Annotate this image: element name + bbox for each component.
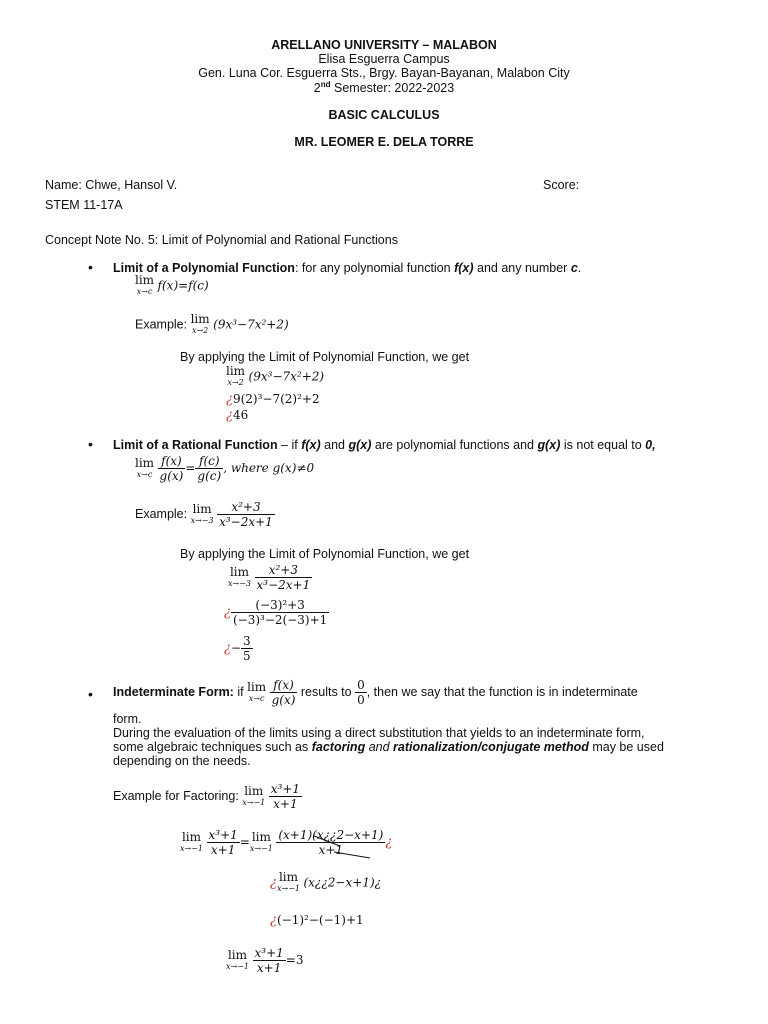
zero-den: 0 bbox=[357, 693, 365, 707]
semester-suffix: nd bbox=[320, 80, 331, 89]
lim-label: lim bbox=[227, 947, 248, 962]
step1-numerator: x²+3 bbox=[255, 563, 313, 578]
factoring-final: lim x→−1 $\frac{\text{x³+1}}{x+1}$ =3 bbox=[226, 946, 304, 975]
rational-example bbox=[135, 500, 275, 529]
result-denominator: 5 bbox=[243, 649, 251, 663]
lim-label: lim bbox=[135, 455, 155, 470]
lim-sub: x→−1 bbox=[226, 961, 250, 971]
garbled-char: ¿ bbox=[226, 392, 233, 407]
bullet-icon: • bbox=[88, 436, 93, 452]
lim-sub: x→−1 bbox=[276, 884, 300, 893]
rational-and: and bbox=[320, 438, 349, 452]
rational-step1 bbox=[228, 563, 312, 592]
factoring-example: Example for Factoring: lim x→−1 $\frac{\text{x³+1}}{x+1}$ bbox=[113, 782, 301, 811]
indeterminate-para1: During the evaluation of the limits using a direct substitution that yields to an indeterminate form, bbox=[113, 726, 645, 740]
garbled-char: ¿ bbox=[224, 604, 231, 620]
rational-applying: By applying the Limit of Polynomial Function, we get bbox=[180, 547, 470, 561]
factoring-term: factoring bbox=[311, 740, 366, 754]
factored-numerator: (x+1)(x¿¿2−x+1) bbox=[278, 828, 384, 842]
lim-sub: x→−1 bbox=[242, 797, 266, 807]
garbled-char: ¿ bbox=[226, 408, 233, 423]
lim-sub: x→c bbox=[136, 469, 153, 479]
lim-sub: x→−1 bbox=[180, 843, 204, 853]
example-numerator: x²+3 bbox=[217, 500, 275, 515]
lim-label: lim bbox=[135, 273, 155, 287]
poly-step3-expr: 46 bbox=[232, 408, 249, 422]
lim-sub: x→−3 bbox=[228, 578, 252, 588]
garbled-char: ¿ bbox=[385, 834, 393, 850]
poly-step2 bbox=[226, 392, 320, 407]
subject-title: BASIC CALCULUS bbox=[328, 108, 440, 122]
poly-step1 bbox=[226, 366, 324, 388]
poly-rule-expr: f(x)=f(c) bbox=[157, 278, 209, 293]
rational-step3: ¿− $\frac{3}{5}$ bbox=[224, 634, 251, 663]
and-word: and bbox=[365, 740, 394, 754]
rational-fx: f(x) bbox=[301, 438, 321, 452]
score-label: Score: bbox=[543, 178, 580, 192]
concept-note-title: Concept Note No. 5: Limit of Polynomial and Rational Functions bbox=[45, 233, 398, 247]
poly-desc2: and any number bbox=[473, 261, 571, 275]
lim-label: lim bbox=[226, 364, 246, 378]
lim-sub: x→c bbox=[136, 287, 153, 296]
poly-fx: f(x) bbox=[454, 261, 474, 275]
student-name: Name: Chwe, Hansol V. bbox=[45, 178, 178, 192]
rational-rule: lim x→c $\frac{f(x)}{g(x)}$ = $\frac{f(c)}{g(c)}$ , where g(x)≠0 bbox=[135, 454, 315, 483]
indeterminate-para2 bbox=[113, 740, 664, 754]
example-denominator: x³−2x+1 bbox=[219, 515, 273, 529]
poly-example bbox=[135, 314, 289, 336]
factoring-step1: lim x→−1 $\frac{\text{x³+1}}{x+1}$ = lim x→−1 $\frac{(x+1)(x¿¿2-x+1)}{x+1}$ ¿ bbox=[180, 828, 393, 857]
indeterminate-heading: Indeterminate Form: bbox=[113, 684, 234, 699]
indeterminate-then: , then we say that the function is in indeterminate bbox=[366, 684, 638, 699]
lim-label: lim bbox=[192, 501, 212, 516]
lim-sub: x→2 bbox=[227, 378, 244, 387]
para2-end: may be used bbox=[588, 740, 664, 754]
example-label: Example: bbox=[135, 506, 188, 521]
semester bbox=[0, 80, 768, 95]
garbled-char: ¿ bbox=[224, 640, 231, 656]
rational-gx: g(x) bbox=[348, 438, 372, 452]
lim-label: lim bbox=[278, 870, 299, 884]
student-section: STEM 11-17A bbox=[45, 198, 123, 212]
poly-heading: Limit of a Polynomial Function bbox=[113, 261, 295, 275]
garbled-char: ¿ bbox=[270, 913, 277, 928]
lim-label: lim bbox=[247, 679, 267, 694]
garbled-char: ¿ bbox=[270, 875, 277, 891]
lim-label: lim bbox=[251, 829, 271, 844]
lim-label: lim bbox=[229, 564, 250, 579]
lim-label: lim bbox=[244, 783, 264, 798]
rational-step2 bbox=[224, 598, 329, 627]
address: Gen. Luna Cor. Esguerra Sts., Brgy. Bayan-Bayanan, Malabon City bbox=[198, 66, 570, 80]
bullet-icon: • bbox=[88, 686, 93, 702]
rationalization-term: rationalization/conjugate method bbox=[393, 740, 589, 754]
lim-label: lim bbox=[190, 312, 210, 326]
indeterminate-line: Indeterminate Form: if lim x→c $\frac{f(x)}{g(x)}$ results to $\frac{0}{0}$ , then we say that the function is in indeterminate bbox=[113, 678, 638, 707]
poly-step3 bbox=[226, 408, 248, 423]
final-result: =3 bbox=[285, 952, 304, 967]
poly-desc3: . bbox=[577, 261, 582, 275]
campus-name: Elisa Esguerra Campus bbox=[318, 52, 450, 66]
poly-step1-expr: (9x³−7x²+2) bbox=[248, 369, 325, 384]
factored-expr: (x¿¿2−x+1)¿ bbox=[303, 875, 382, 890]
poly-heading-line bbox=[113, 261, 581, 275]
step2-denominator: (−3)³−2(−3)+1 bbox=[232, 613, 328, 627]
rational-desc3: is not equal to bbox=[560, 438, 646, 452]
rational-desc: – if bbox=[277, 438, 302, 452]
substituted-expr: (−1)²−(−1)+1 bbox=[276, 913, 364, 927]
cancel-strike bbox=[300, 828, 380, 864]
step2-numerator: (−3)²+3 bbox=[231, 598, 329, 613]
rational-heading: Limit of a Rational Function bbox=[113, 438, 278, 452]
university-name: ARELLANO UNIVERSITY – MALABON bbox=[271, 38, 497, 52]
factoring-step3 bbox=[270, 913, 364, 928]
rational-gx2: g(x) bbox=[537, 438, 561, 452]
zero-num: 0 bbox=[357, 678, 365, 692]
rational-desc2: are polynomial functions and bbox=[371, 438, 538, 452]
step1-denominator: x³−2x+1 bbox=[256, 578, 311, 592]
example-label: Example for Factoring: bbox=[113, 788, 239, 803]
indeterminate-if: if bbox=[233, 684, 248, 699]
example-label: Example: bbox=[135, 317, 188, 332]
indeterminate-results: results to bbox=[297, 684, 356, 699]
semester-text: Semester: 2022-2023 bbox=[330, 81, 455, 96]
lim-label: lim bbox=[181, 829, 202, 844]
poly-step2-expr: 9(2)³−7(2)²+2 bbox=[232, 392, 320, 406]
poly-rule bbox=[135, 275, 209, 297]
poly-example-expr: (9x³−7x²+2) bbox=[213, 317, 289, 332]
bullet-icon: • bbox=[88, 259, 93, 275]
poly-c: c bbox=[570, 261, 578, 275]
rational-where: , where g(x)≠0 bbox=[223, 460, 315, 475]
poly-desc: : for any polynomial function bbox=[294, 261, 455, 275]
semester-number: 2 bbox=[313, 81, 321, 96]
poly-applying: By applying the Limit of Polynomial Function, we get bbox=[180, 350, 470, 364]
lim-sub: x→c bbox=[248, 693, 265, 703]
result-numerator: 3 bbox=[243, 634, 251, 648]
indeterminate-form: form. bbox=[113, 712, 142, 726]
para2-text: some algebraic techniques such as bbox=[113, 740, 312, 754]
factoring-step2 bbox=[270, 872, 381, 894]
teacher-name: MR. LEOMER E. DELA TORRE bbox=[294, 135, 474, 149]
indeterminate-para3: depending on the needs. bbox=[113, 754, 251, 768]
lim-sub: x→2 bbox=[191, 326, 209, 335]
rational-heading-line bbox=[113, 438, 656, 452]
lim-sub: x→−3 bbox=[190, 515, 214, 525]
rational-zero: 0, bbox=[645, 438, 656, 452]
lim-sub: x→−1 bbox=[249, 843, 273, 853]
